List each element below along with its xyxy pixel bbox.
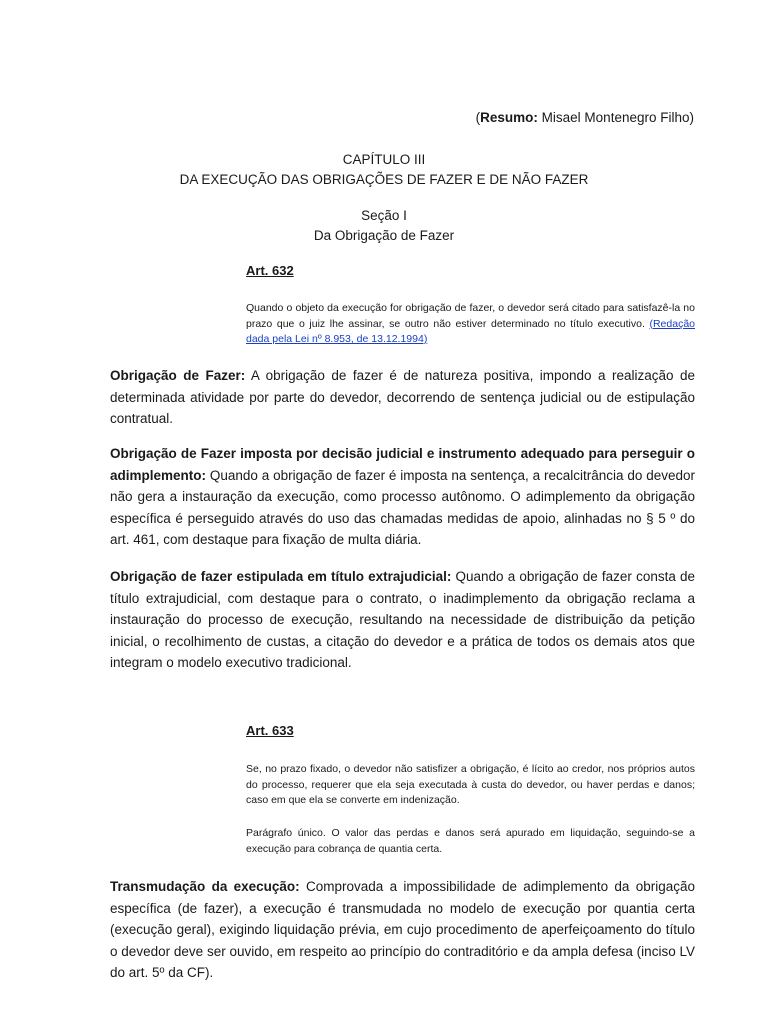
article-633-paragraph: Parágrafo único. O valor das perdas e danos será apurado em liquidação, seguindo-se a execução para cobrança de quantia certa. (246, 827, 695, 855)
paragraph-body: Quando a obrigação de fazer é imposta na sentença, a recalcitrância do devedor não gera a instauração da execução, como processo autônomo. O adimplemento da obrigação específica é perseguido através do uso das chamadas medidas de apoio, alinhadas no § 5 º do art. 461, com destaque para fixação de multa diária. (110, 467, 695, 547)
paragraph-lead: Obrigação de fazer estipulada em título extrajudicial: (110, 569, 452, 584)
article-632-body: Quando o objeto da execução for obrigação de fazer, o devedor será citado para satisfazê-la no prazo que o juiz lhe assinar, se outro não estiver determinado no título executivo. (246, 302, 695, 330)
author-name: Misael Montenegro Filho (537, 110, 690, 125)
author-label: Resumo: (480, 110, 538, 125)
paragraph-transmudacao (110, 876, 695, 984)
paragraph-lead: Obrigação de Fazer: (110, 368, 246, 383)
chapter-title: DA EXECUÇÃO DAS OBRIGAÇÕES DE FAZER E DE NÃO FAZER (179, 172, 589, 187)
chapter-heading (0, 150, 768, 190)
author-line: (Resumo: Misael Montenegro Filho) (475, 110, 694, 125)
paragraph-obrigacao-fazer (110, 365, 695, 430)
section-heading (0, 206, 768, 246)
chapter-number: CAPÍTULO III (342, 152, 426, 167)
amendment-link[interactable]: (Redação dada pela Lei nº 8.953, de 13.12.1994) (246, 317, 695, 345)
paragraph-titulo-extrajudicial (110, 566, 695, 674)
paragraph-body: Quando a obrigação de fazer consta de título extrajudicial, com destaque para o contrato, o inadimplemento da obrigação reclama a instauração do processo de execução, resultando na necessidade de distribuição da petição inicial, o recolhimento de custas, a citação do devedor e a prática de todos os demais atos que integram o modelo executivo tradicional. (110, 569, 695, 670)
article-632-text (246, 301, 695, 348)
section-title: Da Obrigação de Fazer (313, 228, 455, 243)
paragraph-lead: Transmudação da execução: (110, 879, 300, 894)
paragraph-body: Comprovada a impossibilidade de adimplemento da obrigação específica (de fazer), a execução é transmudada no modelo de execução por quantia certa (execução geral), exigindo liquidação prévia, em cujo procedimento de aperfeiçoamento do título o devedor deve ser ouvido, em respeito ao princípio do contraditório e da ampla defesa (inciso LV do art. 5º da CF). (110, 879, 696, 980)
paragraph-body: A obrigação de fazer é de natureza positiva, impondo a realização de determinada atividade por parte do devedor, decorrendo de sentença judicial ou de estipulação contratual. (110, 368, 695, 426)
article-633-text: Se, no prazo fixado, o devedor não satisfizer a obrigação, é lícito ao credor, nos próprios autos do processo, requerer que ela seja executada à custa do devedor, ou haver perdas e danos; caso em que ela se converte em indenização. (246, 763, 695, 806)
paragraph-lead: Obrigação de Fazer imposta por decisão judicial e instrumento adequado para perseguir o adimplemento: (110, 446, 695, 483)
article-632-heading: Art. 632 (246, 263, 294, 278)
paragraph-decisao-judicial (110, 443, 695, 551)
article-633-heading: Art. 633 (246, 723, 294, 738)
section-number: Seção I (361, 208, 407, 223)
